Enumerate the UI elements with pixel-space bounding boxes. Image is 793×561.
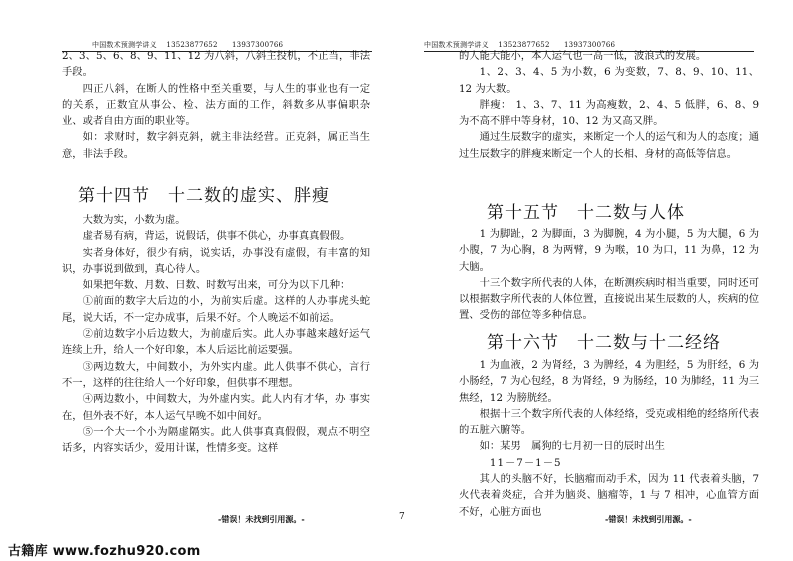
section-14-heading-wrap [78,188,386,204]
left-page [0,0,397,540]
list-item: ①前面的数字大后边的小，为前实后虚。这样的人办事虎头蛇尾，说大话，不一定办成事，后果不好。个人晚运不如前运。 [62,295,370,324]
right-page-footer: -错误！未找到引用源。- [605,514,692,524]
list-item: ⑤一个大一个小为隔虚隔实。此人供事真真假假，观点不明空话多，内容实话少，爱用计谋，性情多变。这样 [62,425,370,455]
list-item: ③两边数大，中间数小，为外实内虚。此人供事不供心，言行不一，这样的往往给人一个好印象，但供事不理想。 [62,360,370,389]
paragraph: 的人能大能小，本人运气也一高一低，波浪式的发展。 [459,50,707,62]
paragraph: 2、3、5、6、8、9、11、12 为八斜，八斜主投机，不正当，非法手段。 [62,50,370,79]
left-page-header: 中国数术预测学讲义 13523877652 13937300766 [92,41,284,49]
right-page [397,0,793,540]
section-14-body [62,212,370,456]
example-text: 其人的头脑不好，长脑瘤而动手术，因为 11 代表着头脑，7 火代表着炎症，合并为脑炎、脑瘤等，1 与 7 相冲，心血管方面不好，心脏方面也 [459,473,759,518]
paragraph: 如果把年数、月数、日数、时数写出来，可分为以下几种： [82,279,351,292]
left-top-text [62,48,370,162]
paragraph: 大数为实，小数为虚。 [82,214,186,226]
paragraph: 1 为血液，2 为肾经，3 为脾经，4 为胆经，5 为肝经，6 为小肠经，7 为心包经，8 为肾经，9 为肠经，10 为肺经，11 为三焦经，12 为膀胱经。 [459,359,759,404]
example-formula: 11－7－1－5 [489,456,562,469]
example-title: 如：某男 属狗的七月初一日的辰时出生 [479,440,665,453]
paragraph: 1 为脚趾，2 为脚面，3 为脚腕，4 为小腿，5 为大腿，6 为小腹，7 为心胸，8 为两臂，9 为喉，10 为口，11 为鼻，12 为大脑。 [459,228,759,273]
section-15-heading-wrap [487,205,787,221]
left-page-footer: -错误！未找到引用源。- [218,514,305,524]
section-heading: 第十四节 十二数的虚实、胖瘦 [78,186,330,206]
section-16-heading-wrap [487,335,787,351]
section-heading: 第十六节 十二数与十二经络 [487,333,721,353]
list-item: ④两边数小，中间数大，为外虚内实。此人内有才华，办 事实在，但外表不好，本人运气早晚不如中间好。 [62,393,370,422]
page-number: 7 [399,512,405,522]
paragraph: 实者身体好，很少有病，说实话，办事没有虚假，有丰富的知识，办事说到做到，真心待人。 [62,246,370,275]
paragraph: 虚者易有病，背运，说假话，供事不供心，办事真真假假。 [82,230,351,243]
paragraph: 四正八斜，在断人的性格中至关重要，与人生的事业也有一定的关系，正数宜从事公、检、法方面的工作，斜数多从事偏职杂业、或者自由方面的职业等。 [62,82,370,128]
paragraph: 十三个数字所代表的人体，在断测疾病时相当重要，同时还可以根据数字所代表的人体位置，直接说出某生辰数的人，疾病的位置、受伤的部位等多种信息。 [459,276,759,322]
section-16-body [459,357,759,520]
paragraph: 通过生辰数字的虚实，来断定一个人的运气和为人的态度；通过生辰数字的胖瘦来断定一个人的长相、身材的高低等信息。 [459,131,759,160]
right-top-text [459,48,759,162]
right-page-header: 中国数术预测学讲义 13523877652 13937300766 [424,41,616,49]
section-heading: 第十五节 十二数与人体 [487,203,685,223]
paragraph: 根据十三个数字所代表的人体经络，受克或相绝的经络所代表的五脏六腑等。 [459,407,759,437]
site-watermark: 古籍库 www.fozhu920.com [8,544,201,559]
section-15-body [459,226,759,324]
paragraph: 1、2、3、4、5 为小数，6 为变数，7、8、9、10、11、12 为大数。 [459,66,759,95]
list-item: ②前边数字小后边数大，为前虚后实。此人办事越来越好运气连续上升，给人一个好印象，本人后运比前运要强。 [62,328,370,357]
paragraph: 如：求财时，数字斜克斜，就主非法经营。正克斜，属正当生意，非法手段。 [62,131,370,160]
paragraph: 胖瘦： 1、3、7、11 为高瘦数，2、4、5 低胖，6、8、9 为不高不胖中等身材，10、12 为又高又胖。 [459,98,759,128]
